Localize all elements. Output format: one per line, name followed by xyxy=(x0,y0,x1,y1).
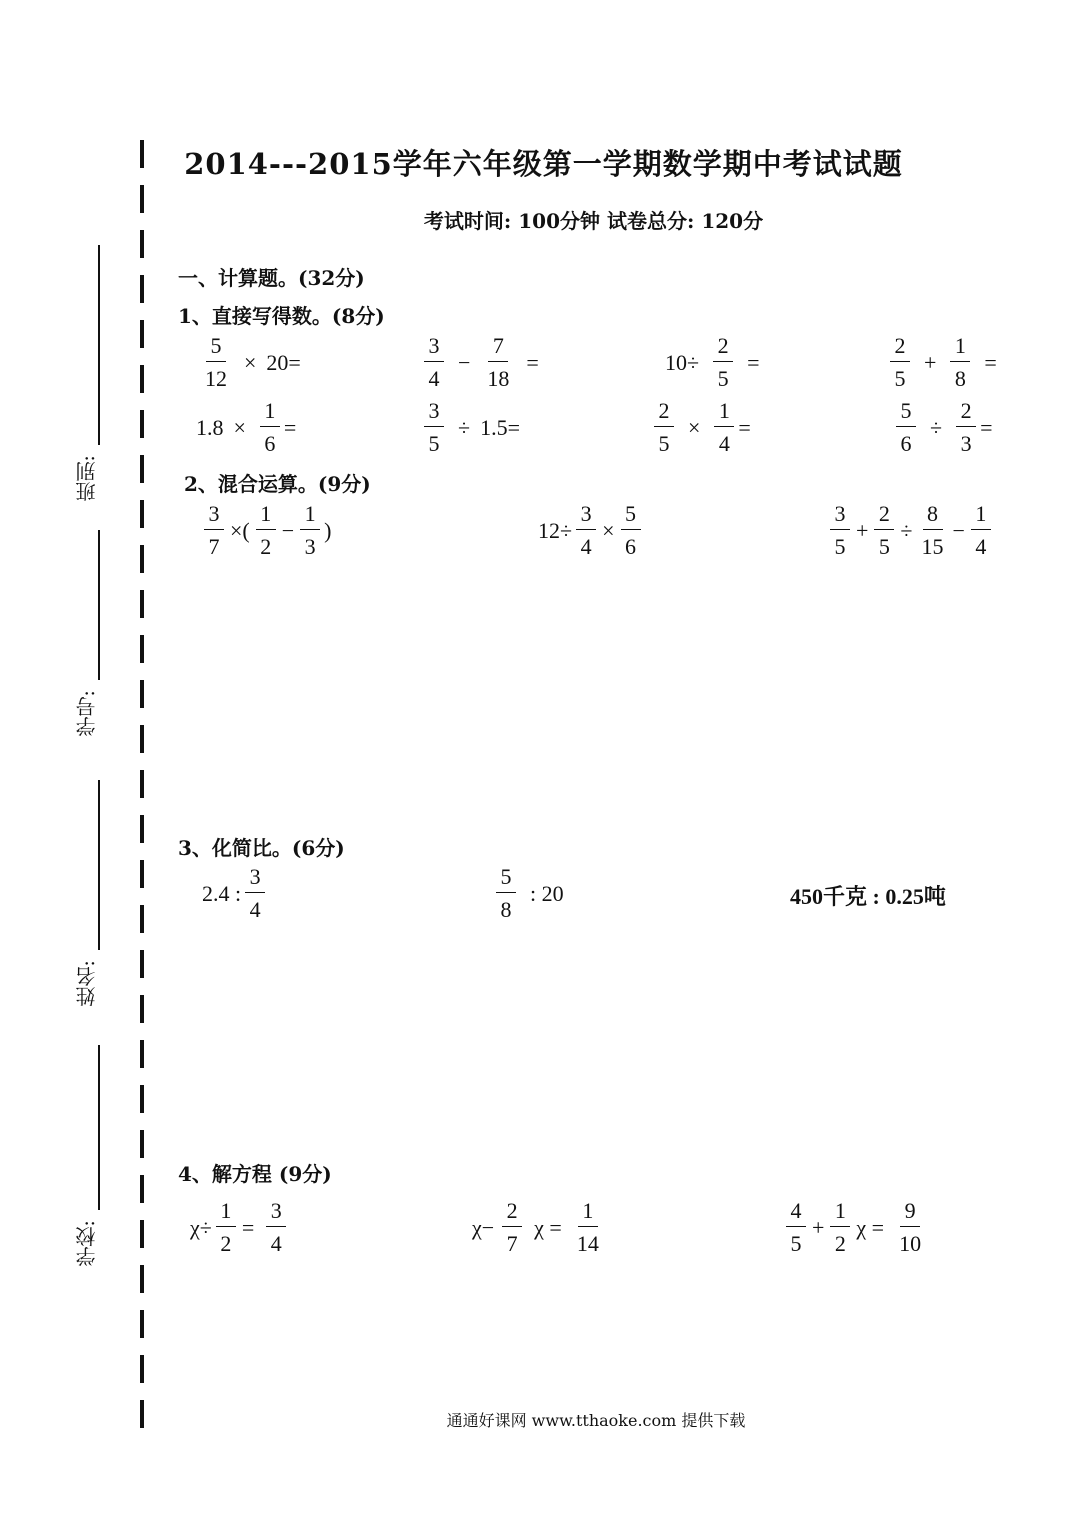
q2-expr-3: $\frac{3}{5}$ + $\frac{2}{5}$ ÷ $\frac{8}{15}$ − $\frac{1}{4}$ xyxy=(826,503,995,558)
q4-eq-2: χ− $\frac{2}{7}$ χ = $\frac{1}{14}$ xyxy=(472,1198,599,1256)
school-label: 学校: xyxy=(75,1220,99,1267)
binding-dashed-line xyxy=(140,140,144,1430)
q2-expr-2: 12÷ $\frac{3}{4}$ × $\frac{5}{6}$ xyxy=(538,503,645,558)
q1-item-7: $\frac{2}{5}$ × $\frac{1}{4}$ = xyxy=(650,400,751,455)
q3-expr-1: 2.4 : $\frac{3}{4}$ xyxy=(202,866,269,921)
q2-heading: 2、混合运算。(9分) xyxy=(184,472,371,496)
q2-expr-1: $\frac{3}{7}$ ×( $\frac{1}{2}$ − $\frac{1}{3}$ ) xyxy=(200,503,331,558)
q1-item-2: $\frac{3}{4}$ − $\frac{7}{18}$ = xyxy=(420,335,549,390)
q1-item-5: 1.8 × $\frac{1}{6}$ = xyxy=(196,398,297,456)
class-label: 班别: xyxy=(75,455,99,502)
q1-item-6: $\frac{3}{5}$ ÷ 1.5= xyxy=(420,400,520,455)
q3-expr-3: 450千克 : 0.25吨 xyxy=(790,884,946,909)
section1-heading: 一、计算题。(32分) xyxy=(178,266,365,290)
class-fill-line xyxy=(98,245,100,445)
name-label: 姓名: xyxy=(75,960,99,1007)
q4-eq-1: χ÷ $\frac{1}{2}$ = $\frac{3}{4}$ xyxy=(190,1200,290,1255)
number-label: 学号: xyxy=(75,690,99,737)
q3-expr-2: $\frac{5}{8}$ : 20 xyxy=(492,866,564,921)
q4-heading: 4、解方程 (9分) xyxy=(178,1162,332,1186)
q1-item-1: $\frac{5}{12}$ × 20= xyxy=(205,333,301,391)
q1-item-4: $\frac{2}{5}$ + $\frac{1}{8}$ = xyxy=(886,335,1007,390)
number-fill-line xyxy=(98,780,100,950)
q1-item-8: $\frac{5}{6}$ ÷ $\frac{2}{3}$ = xyxy=(892,400,993,455)
page-title: 2014---2015学年六年级第一学期数学期中考试试题 xyxy=(184,147,903,181)
q4-eq-3: $\frac{4}{5}$ + $\frac{1}{2}$ χ = $\frac{9}{10}$ xyxy=(782,1200,928,1255)
exam-info: 考试时间: 100分钟 试卷总分: 120分 xyxy=(423,209,764,233)
q1-item-3: 10÷ $\frac{2}{5}$ = xyxy=(665,333,760,391)
q1-heading: 1、直接写得数。(8分) xyxy=(178,304,385,328)
q3-heading: 3、化简比。(6分) xyxy=(178,836,345,860)
footer-source: 通通好课网 www.tthaoke.com 提供下载 xyxy=(446,1411,746,1430)
name-fill-line xyxy=(98,1045,100,1210)
class-fill-line-2 xyxy=(98,530,100,680)
